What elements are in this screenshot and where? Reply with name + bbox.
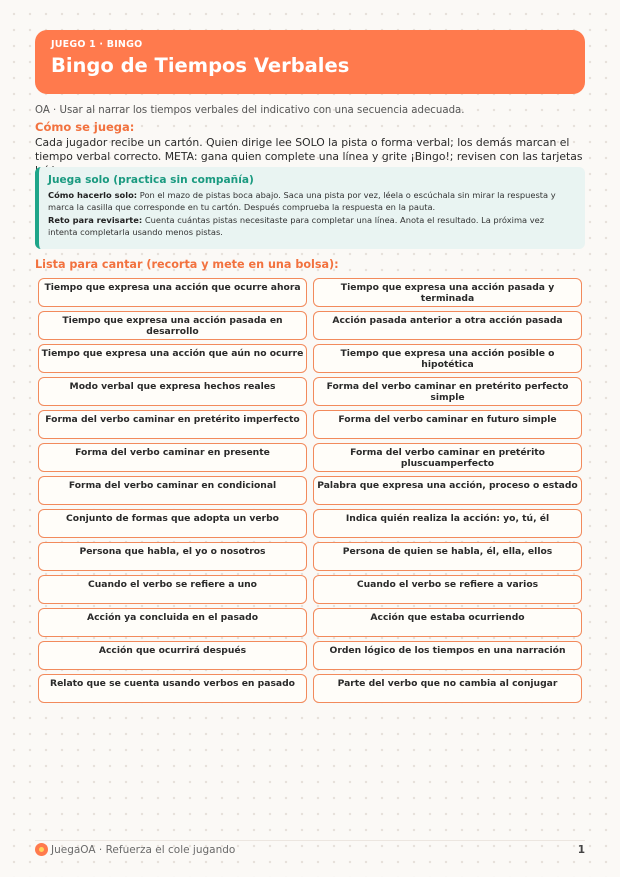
bingo-clue-card: Forma del verbo caminar en presente [38, 443, 307, 472]
solo-how-text: Pon el mazo de pistas boca abajo. Saca una pista por vez, léela o escúchala sin mirar la respuesta y marca la casilla que corresponde en tu cartón. Después comprueba la respuesta en la pauta. [48, 190, 556, 212]
solo-challenge-label: Reto para revisarte: [48, 215, 143, 225]
bingo-clue-card: Cuando el verbo se refiere a varios [313, 575, 582, 604]
bingo-clue-card: Acción pasada anterior a otra acción pasada [313, 311, 582, 340]
bingo-clue-card: Orden lógico de los tiempos en una narración [313, 641, 582, 670]
bingo-clue-card: Palabra que expresa una acción, proceso o estado [313, 476, 582, 505]
bingo-clue-card: Indica quién realiza la acción: yo, tú, él [313, 509, 582, 538]
how-to-play-heading: Cómo se juega: [35, 120, 135, 134]
game-kicker: JUEGO 1 · BINGO [51, 39, 143, 50]
bingo-clue-card: Relato que se cuenta usando verbos en pasado [38, 674, 307, 703]
footer-brand: JuegaOA · Refuerza el cole jugando [51, 844, 236, 856]
bingo-clue-card: Tiempo que expresa una acción que ocurre ahora [38, 278, 307, 307]
bingo-clue-card: Tiempo que expresa una acción que aún no ocurre [38, 344, 307, 373]
bingo-clue-card: Forma del verbo caminar en futuro simple [313, 410, 582, 439]
bingo-clue-card: Forma del verbo caminar en pretérito perfecto simple [313, 377, 582, 406]
game-header [35, 30, 585, 94]
bingo-clue-card: Modo verbal que expresa hechos reales [38, 377, 307, 406]
bingo-clue-card: Acción que estaba ocurriendo [313, 608, 582, 637]
page-number: 1 [577, 844, 585, 856]
footer-divider [35, 840, 585, 841]
bingo-clue-card: Persona que habla, el yo o nosotros [38, 542, 307, 571]
solo-play-box [35, 167, 585, 249]
bingo-clue-card: Cuando el verbo se refiere a uno [38, 575, 307, 604]
page-title: Bingo de Tiempos Verbales [51, 54, 350, 77]
bingo-clue-card: Forma del verbo caminar en pretérito imperfecto [38, 410, 307, 439]
bingo-clue-card: Tiempo que expresa una acción pasada en desarrollo [38, 311, 307, 340]
solo-play-title: Juega solo (practica sin compañía) [48, 174, 254, 186]
solo-challenge-text: Cuenta cuántas pistas necesitaste para completar una línea. Anota el resultado. La próxima vez intenta completarla usando menos pistas. [48, 215, 545, 237]
bingo-clue-card: Tiempo que expresa una acción posible o hipotética [313, 344, 582, 373]
bingo-clue-card: Tiempo que expresa una acción pasada y terminada [313, 278, 582, 307]
solo-how-label: Cómo hacerlo solo: [48, 190, 138, 200]
call-list-heading: Lista para cantar (recorta y mete en una bolsa): [35, 258, 339, 271]
bingo-clue-card: Acción ya concluida en el pasado [38, 608, 307, 637]
bingo-clue-card: Acción que ocurrirá después [38, 641, 307, 670]
juegaoa-logo-icon [35, 843, 48, 856]
solo-how-paragraph [48, 190, 575, 213]
bingo-clue-card: Parte del verbo que no cambia al conjugar [313, 674, 582, 703]
how-to-play-text: Cada jugador recibe un cartón. Quien dirige lee SOLO la pista o forma verbal; los demás marcan el tiempo verbal correcto. META: gana quien complete una línea y grite ¡Bingo!; revisen con las tarjetas [35, 136, 583, 163]
bingo-clue-card: Conjunto de formas que adopta un verbo [38, 509, 307, 538]
bingo-clue-card: Forma del verbo caminar en pretérito pluscuamperfecto [313, 443, 582, 472]
bingo-clue-card: Forma del verbo caminar en condicional [38, 476, 307, 505]
learning-objective: OA · Usar al narrar los tiempos verbales del indicativo con una secuencia adecuada. [35, 105, 465, 116]
solo-challenge-paragraph [48, 215, 575, 238]
page-footer [35, 843, 585, 859]
bingo-clue-card: Persona de quien se habla, él, ella, ellos [313, 542, 582, 571]
